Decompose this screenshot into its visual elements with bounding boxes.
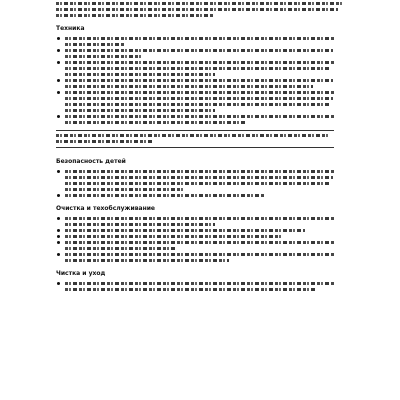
text-line xyxy=(65,121,245,124)
list-item xyxy=(56,253,334,262)
list-item xyxy=(56,282,334,291)
text-line xyxy=(65,194,265,197)
text-line xyxy=(56,140,152,143)
text-line xyxy=(65,73,215,76)
list-item xyxy=(56,217,334,226)
list-item xyxy=(56,91,334,112)
text-line xyxy=(65,229,305,232)
text-line xyxy=(56,14,214,17)
text-line xyxy=(65,288,315,291)
list-item xyxy=(56,79,334,88)
text-line xyxy=(56,134,328,137)
text-line xyxy=(65,43,125,46)
bullet-icon xyxy=(57,253,60,256)
list-item xyxy=(56,241,334,250)
text-line xyxy=(65,91,335,94)
bullet-icon xyxy=(57,37,60,40)
section-list xyxy=(56,37,334,124)
list-item xyxy=(56,235,334,238)
text-line xyxy=(65,115,335,118)
bullet-icon xyxy=(57,282,60,285)
text-line xyxy=(65,235,283,238)
text-line xyxy=(65,79,333,82)
bullet-icon xyxy=(57,61,60,64)
section-list xyxy=(56,282,334,291)
bullet-icon xyxy=(57,217,60,220)
text-line xyxy=(56,2,342,5)
text-line xyxy=(65,85,313,88)
bullet-icon xyxy=(57,49,60,52)
list-item xyxy=(56,61,334,76)
bullet-icon xyxy=(57,115,60,118)
section-list xyxy=(56,170,334,197)
text-line xyxy=(65,259,229,262)
text-line xyxy=(65,170,335,173)
text-line xyxy=(65,253,335,256)
section-heading: Безопасность детей xyxy=(56,158,126,165)
text-line xyxy=(65,61,335,64)
text-line xyxy=(65,49,333,52)
text-line xyxy=(65,176,333,179)
text-line xyxy=(65,223,215,226)
bullet-icon xyxy=(57,241,60,244)
bullet-icon xyxy=(57,91,60,94)
note-box xyxy=(56,130,334,148)
text-line xyxy=(56,8,338,11)
text-line xyxy=(65,109,215,112)
bullet-icon xyxy=(57,79,60,82)
section-heading: Очистка и техобслуживание xyxy=(56,205,155,212)
list-item xyxy=(56,229,334,232)
list-item xyxy=(56,170,334,191)
bullet-icon xyxy=(57,170,60,173)
section-heading: Чистка и уход xyxy=(56,270,106,277)
list-item xyxy=(56,115,334,124)
intro-paragraph xyxy=(56,2,334,17)
text-line xyxy=(65,182,331,185)
text-line xyxy=(65,282,335,285)
text-line xyxy=(65,217,335,220)
text-line xyxy=(65,247,175,250)
text-line xyxy=(65,37,335,40)
text-line xyxy=(65,241,335,244)
bullet-icon xyxy=(57,235,60,238)
list-item xyxy=(56,194,334,197)
text-line xyxy=(65,97,333,100)
section-heading: Техника xyxy=(56,25,85,32)
list-item xyxy=(56,49,334,58)
section-list xyxy=(56,217,334,262)
list-item xyxy=(56,37,334,46)
bullet-icon xyxy=(57,194,60,197)
text-line xyxy=(65,103,329,106)
bullet-icon xyxy=(57,229,60,232)
text-line xyxy=(65,188,185,191)
text-line xyxy=(65,67,331,70)
text-line xyxy=(65,55,143,58)
